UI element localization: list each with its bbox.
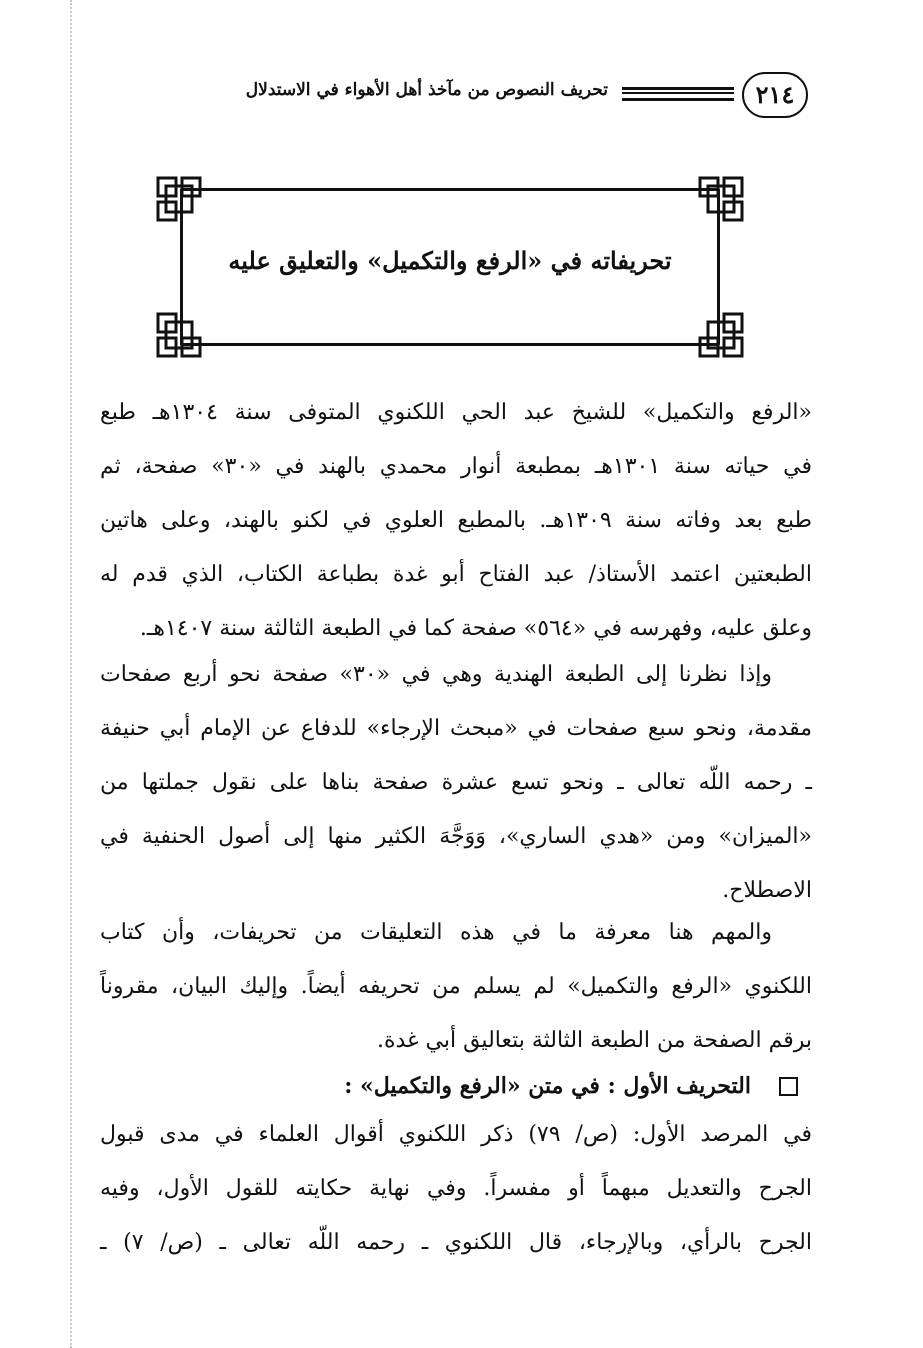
- header-rule: [622, 87, 734, 101]
- text-line: ـ رحمه اللّه تعالى ـ ونحو تسع عشرة صفحة بناها على نقول جملتها من: [100, 770, 813, 795]
- text-line: الاصطلاح.: [722, 878, 812, 903]
- text-line: طبع بعد وفاته سنة ١٣٠٩هـ. بالمطبع العلوي في لكنو بالهند، وعلى هاتين: [100, 508, 812, 533]
- paragraph-4: [100, 1108, 812, 1270]
- frame-corner-ornament: [156, 312, 202, 358]
- text-line: «الميزان» ومن «هدي الساري»، وَوَجَّهَ الكثير منها إلى أصول الحنفية في: [100, 824, 812, 849]
- checkbox-square-icon: [779, 1077, 798, 1096]
- text-line: اللكنوي «الرفع والتكميل» لم يسلم من تحريفه أيضاً. وإليك البيان، مقروناً: [100, 974, 812, 999]
- text-line: وإذا نظرنا إلى الطبعة الهندية وهي في «٣٠» صفحة نحو أربع صفحات: [100, 662, 773, 687]
- running-title: تحريف النصوص من مآخذ أهل الأهواء في الاستدلال: [245, 80, 608, 100]
- text-line: مقدمة، ونحو سبع صفحات في «مبحث الإرجاء» للدفاع عن الإمام أبي حنيفة: [100, 716, 812, 741]
- page-header: [100, 72, 808, 122]
- text-line: في المرصد الأول: (ص/ ٧٩) ذكر اللكنوي أقوال العلماء في مدى قبول: [100, 1122, 812, 1147]
- frame-corner-ornament: [698, 176, 744, 222]
- bullet-label: التحريف الأول : في متن «الرفع والتكميل» :: [344, 1073, 751, 1099]
- paragraph-3: [100, 906, 812, 1068]
- text-line: في حياته سنة ١٣٠١هـ بمطبعة أنوار محمدي بالهند في «٣٠» صفحة، ثم: [100, 454, 813, 479]
- frame-corner-ornament: [698, 312, 744, 358]
- text-line: «الرفع والتكميل» للشيخ عبد الحي اللكنوي المتوفى سنة ١٣٠٤هـ طبع: [100, 400, 812, 425]
- section-title: تحريفاته في «الرفع والتكميل» والتعليق عليه: [228, 246, 672, 275]
- text-line: برقم الصفحة من الطبعة الثالثة بتعاليق أبي غدة.: [376, 1028, 812, 1053]
- text-line: الجرح والتعديل مبهماً أو مفسراً. وفي نهاية حكايته للقول الأول، وفيه: [100, 1176, 812, 1201]
- text-line: والمهم هنا معرفة ما في هذه التعليقات من تحريفات، وأن كتاب: [100, 920, 772, 945]
- margin-dotted-line: [70, 0, 72, 1348]
- frame-corner-ornament: [156, 176, 202, 222]
- paragraph-1: [100, 386, 812, 656]
- text-line: الطبعتين اعتمد الأستاذ/ عبد الفتاح أبو غدة بطباعة الكتاب، الذي قدم له: [100, 562, 812, 587]
- section-title-frame: [156, 176, 744, 358]
- paragraph-2: [100, 648, 812, 918]
- text-line: وعلق عليه، وفهرسه في «٥٦٤» صفحة كما في الطبعة الثالثة سنة ١٤٠٧هـ.: [139, 616, 812, 641]
- text-line: الجرح بالرأي، وبالإرجاء، قال اللكنوي ـ رحمه اللّه تعالى ـ (ص/ ٧) ـ: [100, 1230, 812, 1255]
- bullet-line: [100, 1061, 812, 1111]
- page-number: ٢١٤: [742, 72, 808, 118]
- bullet-heading: [100, 1061, 812, 1111]
